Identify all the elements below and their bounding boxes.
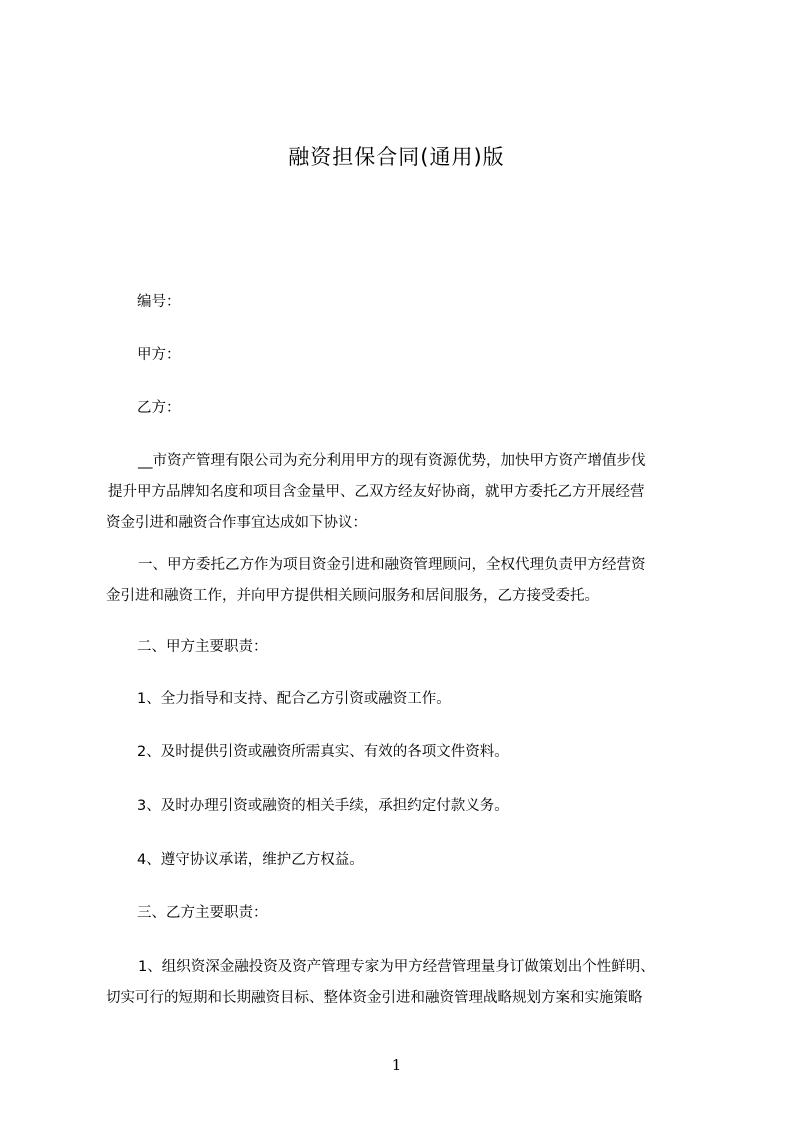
page-number: 1 (391, 1056, 402, 1074)
clause-1-line-1: 一、甲方委托乙方作为项目资金引进和融资管理顾问，全权代理负责甲方经营资 (138, 557, 646, 573)
party-a-label: 甲方： (137, 347, 181, 363)
party-b-label: 乙方： (137, 400, 181, 416)
intro-line-2: 提升甲方品牌知名度和项目含金量甲、乙双方经友好协商，就甲方委托乙方开展经营 (108, 484, 645, 500)
clause-3-item-1-paragraph (106, 952, 706, 1014)
clause-2-item-3: 3、及时办理引资或融资的相关手续，承担约定付款义务。 (137, 798, 509, 814)
clause-2-item-2: 2、及时提供引资或融资所需真实、有效的各项文件资料。 (137, 744, 509, 760)
clause-3-item-1-line-1: 1、组织资深金融投资及资产管理专家为甲方经营管理量身订做策划出个性鲜明、 (138, 959, 655, 975)
clause-3-item-1-line-2: 切实可行的短期和长期融资目标、整体资金引进和融资管理战略规划方案和实施策略 (106, 990, 643, 1006)
document-title: 融资担保合同(通用)版 (288, 145, 505, 169)
contract-number-label: 编号： (137, 294, 181, 310)
intro-paragraph (106, 446, 706, 539)
clause-2-item-4: 4、遵守协议承诺，维护乙方权益。 (137, 852, 364, 868)
clause-1-line-2: 金引进和融资工作，并向甲方提供相关顾问服务和居间服务，乙方接受委托。 (106, 588, 599, 604)
intro-line-1: __市资产管理有限公司为充分利用甲方的现有资源优势，加快甲方资产增值步伐 (138, 453, 646, 469)
intro-line-3: 资金引进和融资合作事宜达成如下协议： (106, 515, 367, 531)
clause-1-paragraph (106, 550, 706, 612)
clause-2-heading: 二、甲方主要职责： (137, 639, 268, 655)
clause-2-item-1: 1、全力指导和支持、配合乙方引资或融资工作。 (137, 691, 451, 707)
clause-3-heading: 三、乙方主要职责： (137, 905, 268, 921)
